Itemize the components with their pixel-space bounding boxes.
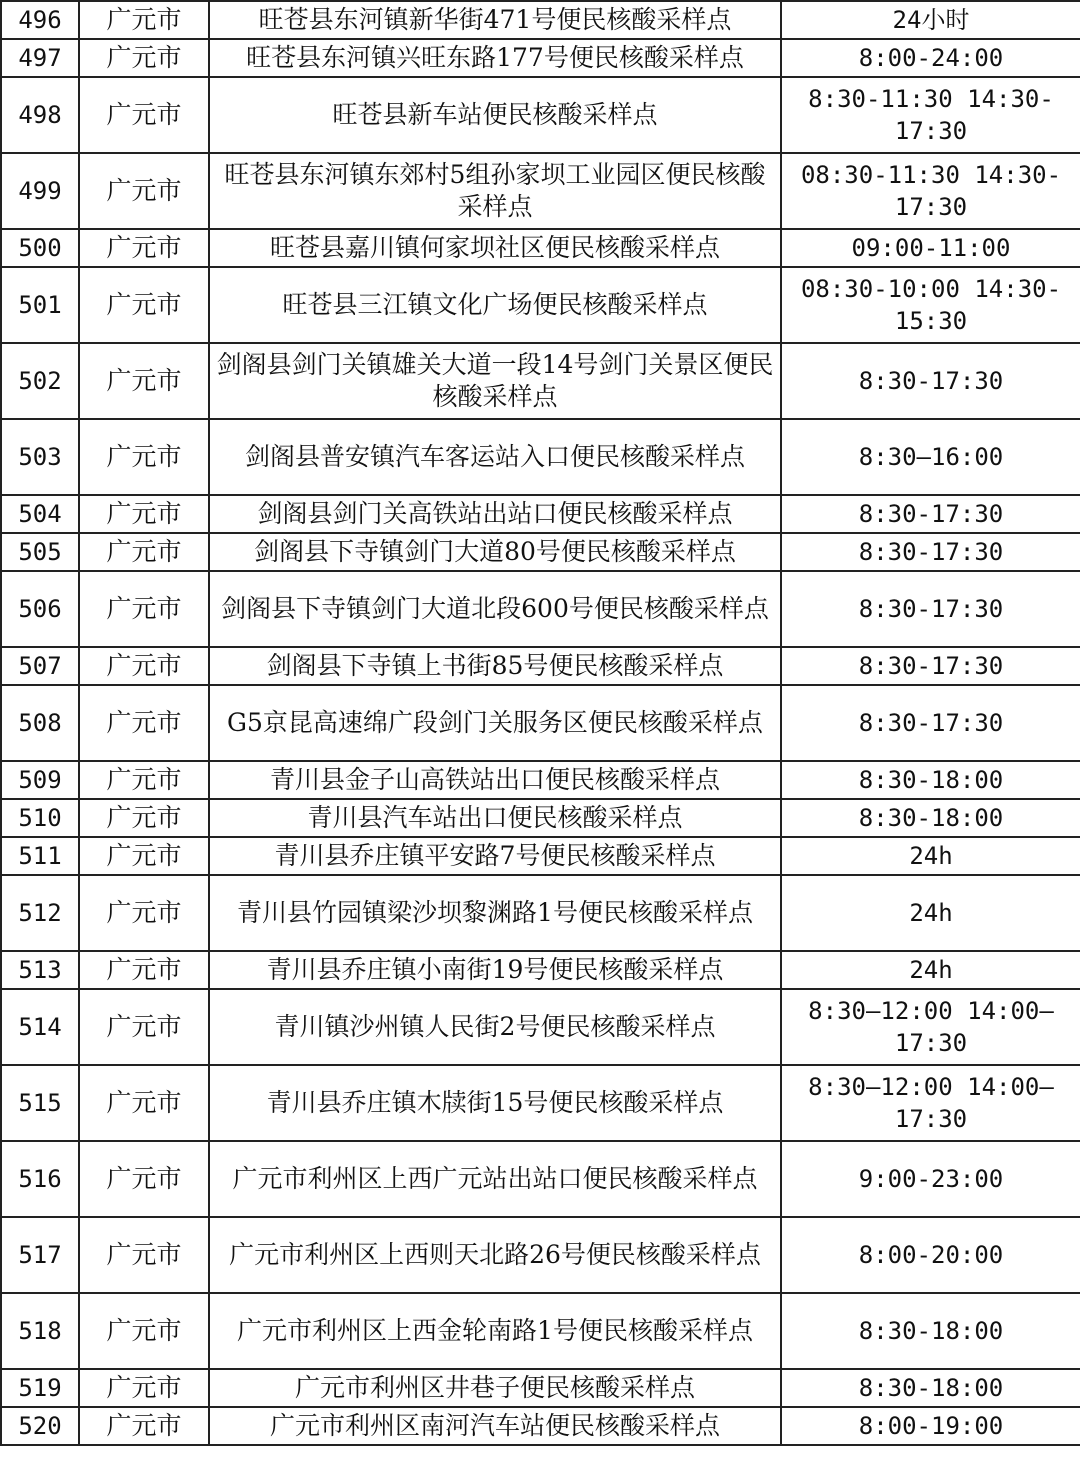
city-cell: 广元市	[79, 989, 209, 1065]
city-cell: 广元市	[79, 1407, 209, 1445]
site-name-cell: 剑阁县下寺镇上书街85号便民核酸采样点	[209, 647, 781, 685]
site-name-cell: 旺苍县东河镇新华街471号便民核酸采样点	[209, 1, 781, 39]
row-number: 498	[1, 77, 79, 153]
hours-cell: 8:30-17:30	[781, 647, 1080, 685]
row-number: 509	[1, 761, 79, 799]
table-row	[1, 1407, 1080, 1445]
row-number: 520	[1, 1407, 79, 1445]
hours-cell: 08:30-10:00 14:30-15:30	[781, 267, 1080, 343]
hours-cell: 8:30—12:00 14:00—17:30	[781, 989, 1080, 1065]
site-name-cell: 青川县乔庄镇小南街19号便民核酸采样点	[209, 951, 781, 989]
table-row	[1, 761, 1080, 799]
site-name-cell: 旺苍县新车站便民核酸采样点	[209, 77, 781, 153]
row-number: 501	[1, 267, 79, 343]
city-cell: 广元市	[79, 875, 209, 951]
hours-cell: 08:30-11:30 14:30-17:30	[781, 153, 1080, 229]
hours-cell: 24h	[781, 951, 1080, 989]
hours-cell: 8:00-19:00	[781, 1407, 1080, 1445]
hours-cell: 8:30—12:00 14:00—17:30	[781, 1065, 1080, 1141]
city-cell: 广元市	[79, 1293, 209, 1369]
table-row	[1, 837, 1080, 875]
site-name-cell: 广元市利州区上西广元站出站口便民核酸采样点	[209, 1141, 781, 1217]
table-row	[1, 1, 1080, 39]
table-row	[1, 495, 1080, 533]
row-number: 510	[1, 799, 79, 837]
row-number: 505	[1, 533, 79, 571]
city-cell: 广元市	[79, 837, 209, 875]
hours-cell: 8:30-18:00	[781, 1369, 1080, 1407]
site-name-cell: 剑阁县剑门关镇雄关大道一段14号剑门关景区便民核酸采样点	[209, 343, 781, 419]
site-name-cell: 旺苍县东河镇东郊村5组孙家坝工业园区便民核酸采样点	[209, 153, 781, 229]
city-cell: 广元市	[79, 267, 209, 343]
table-row	[1, 153, 1080, 229]
table-row	[1, 1141, 1080, 1217]
table-row	[1, 77, 1080, 153]
site-name-cell: 广元市利州区井巷子便民核酸采样点	[209, 1369, 781, 1407]
table-row	[1, 1065, 1080, 1141]
site-name-cell: 广元市利州区南河汽车站便民核酸采样点	[209, 1407, 781, 1445]
site-name-cell: 青川县竹园镇梁沙坝黎渊路1号便民核酸采样点	[209, 875, 781, 951]
site-name-cell: 剑阁县下寺镇剑门大道北段600号便民核酸采样点	[209, 571, 781, 647]
table-row	[1, 989, 1080, 1065]
hours-cell: 24h	[781, 875, 1080, 951]
city-cell: 广元市	[79, 39, 209, 77]
city-cell: 广元市	[79, 1065, 209, 1141]
site-name-cell: 剑阁县下寺镇剑门大道80号便民核酸采样点	[209, 533, 781, 571]
row-number: 499	[1, 153, 79, 229]
hours-cell: 8:30-18:00	[781, 799, 1080, 837]
hours-cell: 8:30-17:30	[781, 343, 1080, 419]
city-cell: 广元市	[79, 951, 209, 989]
hours-cell: 8:30-17:30	[781, 685, 1080, 761]
city-cell: 广元市	[79, 799, 209, 837]
site-name-cell: 青川县汽车站出口便民核酸采样点	[209, 799, 781, 837]
row-number: 516	[1, 1141, 79, 1217]
hours-cell: 8:30-18:00	[781, 1293, 1080, 1369]
hours-cell: 9:00-23:00	[781, 1141, 1080, 1217]
table-row	[1, 39, 1080, 77]
hours-cell: 8:30—16:00	[781, 419, 1080, 495]
table-row	[1, 875, 1080, 951]
city-cell: 广元市	[79, 419, 209, 495]
hours-cell: 8:30-17:30	[781, 571, 1080, 647]
city-cell: 广元市	[79, 1369, 209, 1407]
table-row	[1, 951, 1080, 989]
site-name-cell: 青川镇沙州镇人民街2号便民核酸采样点	[209, 989, 781, 1065]
hours-cell: 8:30-18:00	[781, 761, 1080, 799]
table-row	[1, 799, 1080, 837]
row-number: 506	[1, 571, 79, 647]
table-row	[1, 343, 1080, 419]
site-name-cell: 广元市利州区上西则天北路26号便民核酸采样点	[209, 1217, 781, 1293]
city-cell: 广元市	[79, 495, 209, 533]
hours-cell: 24小时	[781, 1, 1080, 39]
hours-cell: 8:30-11:30 14:30-17:30	[781, 77, 1080, 153]
hours-cell: 8:30-17:30	[781, 533, 1080, 571]
row-number: 496	[1, 1, 79, 39]
hours-cell: 09:00-11:00	[781, 229, 1080, 267]
site-name-cell: 青川县乔庄镇平安路7号便民核酸采样点	[209, 837, 781, 875]
city-cell: 广元市	[79, 761, 209, 799]
hours-cell: 8:00-24:00	[781, 39, 1080, 77]
table-row	[1, 685, 1080, 761]
row-number: 511	[1, 837, 79, 875]
hours-cell: 8:00-20:00	[781, 1217, 1080, 1293]
row-number: 518	[1, 1293, 79, 1369]
table-row	[1, 533, 1080, 571]
table-row	[1, 267, 1080, 343]
city-cell: 广元市	[79, 1, 209, 39]
table-row	[1, 1293, 1080, 1369]
city-cell: 广元市	[79, 153, 209, 229]
site-name-cell: 剑阁县剑门关高铁站出站口便民核酸采样点	[209, 495, 781, 533]
row-number: 497	[1, 39, 79, 77]
row-number: 503	[1, 419, 79, 495]
hours-cell: 8:30-17:30	[781, 495, 1080, 533]
row-number: 504	[1, 495, 79, 533]
row-number: 517	[1, 1217, 79, 1293]
city-cell: 广元市	[79, 685, 209, 761]
row-number: 514	[1, 989, 79, 1065]
city-cell: 广元市	[79, 571, 209, 647]
table-row	[1, 647, 1080, 685]
table-row	[1, 229, 1080, 267]
row-number: 519	[1, 1369, 79, 1407]
city-cell: 广元市	[79, 343, 209, 419]
site-name-cell: 青川县金子山高铁站出口便民核酸采样点	[209, 761, 781, 799]
site-name-cell: 广元市利州区上西金轮南路1号便民核酸采样点	[209, 1293, 781, 1369]
table-row	[1, 571, 1080, 647]
row-number: 507	[1, 647, 79, 685]
site-name-cell: 旺苍县嘉川镇何家坝社区便民核酸采样点	[209, 229, 781, 267]
row-number: 500	[1, 229, 79, 267]
city-cell: 广元市	[79, 647, 209, 685]
table-row	[1, 419, 1080, 495]
row-number: 515	[1, 1065, 79, 1141]
site-name-cell: 剑阁县普安镇汽车客运站入口便民核酸采样点	[209, 419, 781, 495]
site-name-cell: 旺苍县三江镇文化广场便民核酸采样点	[209, 267, 781, 343]
site-name-cell: 青川县乔庄镇木牍街15号便民核酸采样点	[209, 1065, 781, 1141]
city-cell: 广元市	[79, 533, 209, 571]
row-number: 513	[1, 951, 79, 989]
city-cell: 广元市	[79, 1141, 209, 1217]
row-number: 508	[1, 685, 79, 761]
row-number: 512	[1, 875, 79, 951]
city-cell: 广元市	[79, 229, 209, 267]
city-cell: 广元市	[79, 77, 209, 153]
city-cell: 广元市	[79, 1217, 209, 1293]
table-row	[1, 1217, 1080, 1293]
table-row	[1, 1369, 1080, 1407]
site-name-cell: G5京昆高速绵广段剑门关服务区便民核酸采样点	[209, 685, 781, 761]
hours-cell: 24h	[781, 837, 1080, 875]
site-name-cell: 旺苍县东河镇兴旺东路177号便民核酸采样点	[209, 39, 781, 77]
row-number: 502	[1, 343, 79, 419]
